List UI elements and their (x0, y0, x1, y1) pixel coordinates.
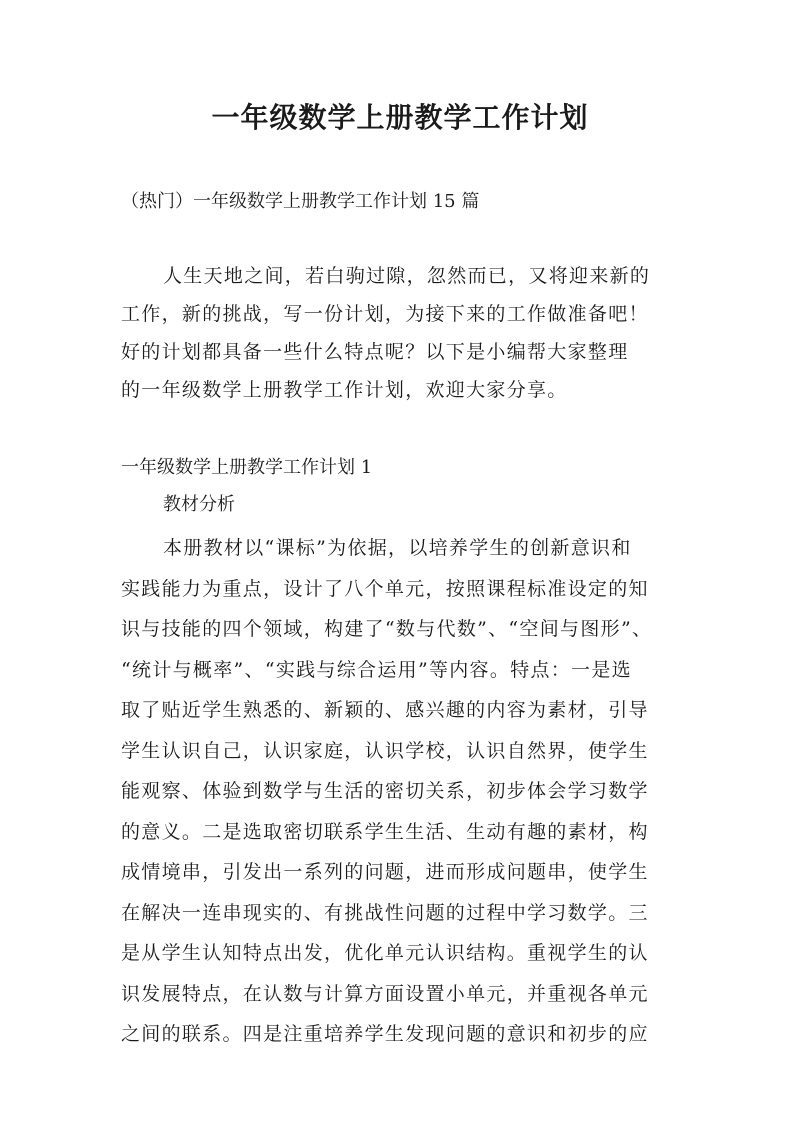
section-1 (121, 450, 701, 1055)
body-line: 成情境串，引发出一系列的问题，进而形成问题串，使学生 (121, 861, 649, 883)
body-line: 能观察、体验到数学与生活的密切关系，初步体会学习数学 (121, 780, 649, 802)
section-heading: 一年级数学上册教学工作计划 1 (121, 457, 373, 478)
intro-paragraph (121, 257, 701, 409)
body-line: 实践能力为重点，设计了八个单元，按照课程标准设定的知 (121, 577, 649, 600)
intro-line: 的一年级数学上册教学工作计划，欢迎大家分享。 (121, 379, 568, 401)
body-line: 识发展特点，在认数与计算方面设置小单元，并重视各单元 (121, 982, 649, 1005)
section-body (121, 528, 701, 1055)
body-line: 在解决一连串现实的、有挑战性问题的过程中学习数学。三 (121, 901, 649, 924)
page-title: 一年级数学上册教学工作计划 (211, 101, 589, 134)
intro-line: 好的计划都具备一些什么特点呢？以下是小编帮大家整理 (121, 341, 629, 363)
document-subtitle: （热门）一年级数学上册教学工作计划 15 篇 (121, 191, 480, 212)
body-line: 取了贴近学生熟悉的、新颖的、感兴趣的内容为素材，引导 (121, 699, 649, 721)
intro-line: 人生天地之间，若白驹过隙，忽然而已，又将迎来新的 (163, 265, 651, 287)
body-line: “统计与概率”、“实践与综合运用”等内容。特点：一是选 (121, 658, 632, 681)
body-line: 之间的联系。四是注重培养学生发现问题的意识和初步的应 (121, 1023, 649, 1045)
body-line: 本册教材以“课标”为依据，以培养学生的创新意识和 (163, 537, 632, 559)
section-subheading: 教材分析 (163, 494, 235, 515)
body-line: 学生认识自己，认识家庭，认识学校，认识自然界，使学生 (121, 739, 649, 762)
body-line: 识与技能的四个领域，构建了“数与代数”、“空间与图形”、 (121, 618, 653, 640)
body-line: 的意义。二是选取密切联系学生生活、生动有趣的素材，构 (121, 820, 649, 843)
intro-line: 工作，新的挑战，写一份计划，为接下来的工作做准备吧！ (121, 303, 649, 325)
body-line: 是从学生认知特点出发，优化单元认识结构。重视学生的认 (121, 942, 649, 964)
